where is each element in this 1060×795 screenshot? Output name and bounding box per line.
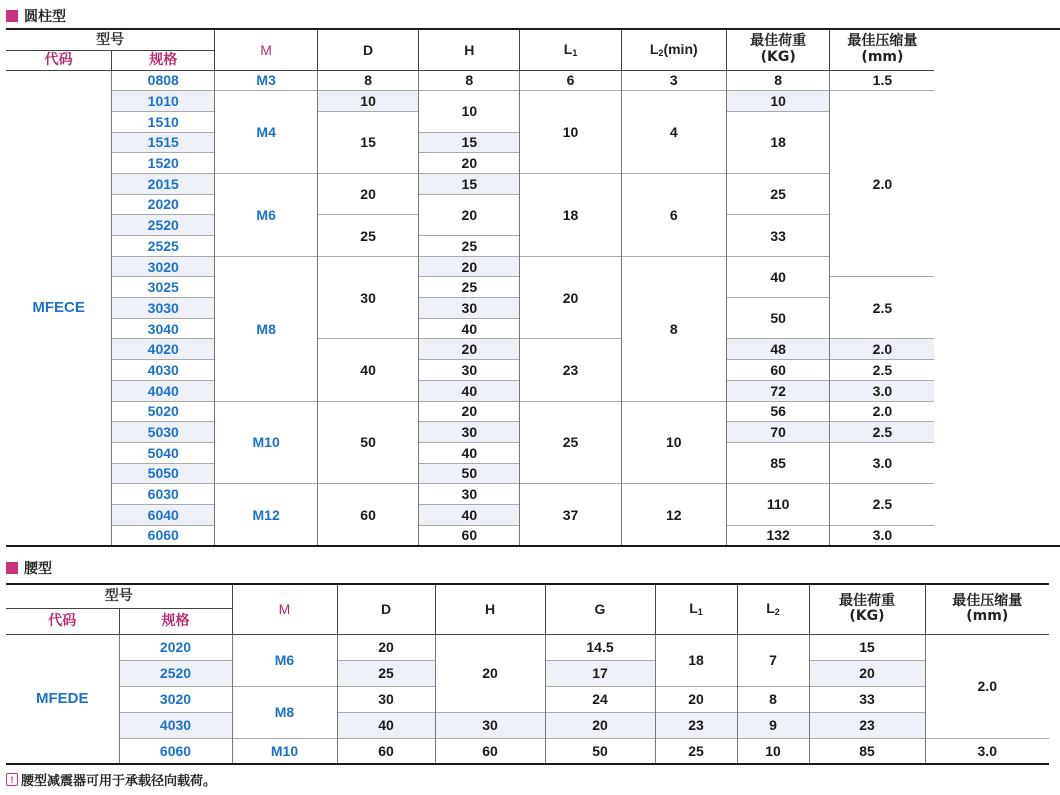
h-cell: 15 xyxy=(419,173,520,194)
m-cell: M8 xyxy=(215,256,318,401)
l1-cell: 18 xyxy=(520,173,621,256)
spec-cell: 2520 xyxy=(112,215,215,236)
load-cell: 48 xyxy=(726,339,830,360)
header-h: H xyxy=(435,584,545,634)
h-cell: 20 xyxy=(419,339,520,360)
spec-cell: 5020 xyxy=(112,401,215,422)
load-cell: 60 xyxy=(726,360,830,381)
comp-cell: 2.5 xyxy=(830,422,934,443)
l2-cell: 4 xyxy=(621,91,726,174)
header-best-compression: 最佳压缩量 (mm) xyxy=(925,584,1049,634)
table-row xyxy=(6,738,1049,764)
l2-cell: 10 xyxy=(621,401,726,484)
comp-cell: 2.0 xyxy=(830,401,934,422)
header-code: 代码 xyxy=(6,608,119,634)
g-cell: 14.5 xyxy=(545,634,655,660)
h-cell: 20 xyxy=(419,256,520,277)
spec-cell: 1510 xyxy=(112,111,215,132)
load-cell: 33 xyxy=(809,686,925,712)
h-cell: 30 xyxy=(419,422,520,443)
load-cell: 50 xyxy=(726,298,830,339)
h-cell: 20 xyxy=(419,153,520,174)
load-cell: 8 xyxy=(726,70,830,91)
spec-cell: 6040 xyxy=(112,504,215,525)
spec-cell: 2020 xyxy=(112,194,215,215)
comp-cell: 1.5 xyxy=(830,70,934,91)
spec-cell: 2015 xyxy=(112,173,215,194)
l2-cell: 6 xyxy=(621,173,726,256)
spec-cell: 6060 xyxy=(119,738,232,764)
comp-cell: 2.0 xyxy=(925,634,1049,738)
header-d: D xyxy=(337,584,435,634)
load-cell: 72 xyxy=(726,380,830,401)
comp-cell: 3.0 xyxy=(830,525,934,546)
header-l1: $L_1$ xyxy=(655,584,737,634)
load-cell: 10 xyxy=(726,91,830,112)
l1-cell: 20 xyxy=(655,686,737,712)
spec-cell: 4030 xyxy=(112,360,215,381)
load-cell: 70 xyxy=(726,422,830,443)
h-cell: 20 xyxy=(419,194,520,235)
header-model: 型号 xyxy=(6,584,232,608)
load-cell: 15 xyxy=(809,634,925,660)
l2-cell: 8 xyxy=(621,256,726,401)
m-cell: M8 xyxy=(232,686,337,738)
l2-cell: 8 xyxy=(737,686,809,712)
load-cell: 33 xyxy=(726,215,830,256)
load-cell: 40 xyxy=(726,256,830,297)
spec-cell: 5030 xyxy=(112,422,215,443)
g-cell: 20 xyxy=(545,712,655,738)
load-cell: 132 xyxy=(726,525,830,546)
l2-cell: 9 xyxy=(737,712,809,738)
table-row xyxy=(6,712,1049,738)
header-model: 型号 xyxy=(6,29,215,50)
spec-cell: 2525 xyxy=(112,236,215,257)
table-row xyxy=(6,634,1049,660)
d-cell: 15 xyxy=(317,111,418,173)
table-row xyxy=(6,484,1060,505)
h-cell: 30 xyxy=(435,712,545,738)
l1-cell: 23 xyxy=(520,339,621,401)
load-cell: 23 xyxy=(809,712,925,738)
h-cell: 40 xyxy=(419,380,520,401)
d-cell: 40 xyxy=(317,339,418,401)
d-cell: 20 xyxy=(337,634,435,660)
header-best-compression: 最佳压缩量 (mm) xyxy=(830,29,934,70)
comp-cell: 2.0 xyxy=(830,339,934,360)
l1-cell: 10 xyxy=(520,91,621,174)
h-cell: 60 xyxy=(435,738,545,764)
h-cell: 25 xyxy=(419,236,520,257)
spec-cell: 1520 xyxy=(112,153,215,174)
model-code-cell: MFECE xyxy=(32,299,85,317)
d-cell: 60 xyxy=(337,738,435,764)
spec-cell: 2020 xyxy=(119,634,232,660)
d-cell: 25 xyxy=(337,660,435,686)
header-m: M xyxy=(215,29,318,70)
h-cell: 25 xyxy=(419,277,520,298)
spec-cell: 3020 xyxy=(112,256,215,277)
d-cell: 20 xyxy=(317,173,418,214)
spec-cell: 6030 xyxy=(112,484,215,505)
header-g: G xyxy=(545,584,655,634)
comp-cell: 2.5 xyxy=(830,484,934,525)
l2-cell: 10 xyxy=(737,738,809,764)
header-best-load: 最佳荷重 (KG) xyxy=(726,29,830,70)
table-row xyxy=(6,401,1060,422)
header-spec: 规格 xyxy=(112,50,215,70)
h-cell: 40 xyxy=(419,442,520,463)
l1-cell: 25 xyxy=(655,738,737,764)
footnote: ! 腰型减震器可用于承载径向载荷。 xyxy=(6,770,216,789)
spec-cell: 1515 xyxy=(112,132,215,153)
d-cell: 10 xyxy=(317,91,418,112)
spec-cell: 3020 xyxy=(119,686,232,712)
load-cell: 18 xyxy=(726,111,830,173)
d-cell: 30 xyxy=(317,256,418,339)
h-cell: 50 xyxy=(419,463,520,484)
spec-cell: 5050 xyxy=(112,463,215,484)
comp-cell: 3.0 xyxy=(925,738,1049,764)
h-cell: 60 xyxy=(419,525,520,546)
spec-cell: 5040 xyxy=(112,442,215,463)
table-row xyxy=(6,91,1060,112)
pink-square-icon xyxy=(6,562,18,574)
spec-cell: 3030 xyxy=(112,298,215,319)
header-best-load: 最佳荷重 (KG) xyxy=(809,584,925,634)
header-d: D xyxy=(317,29,418,70)
l2-cell: 12 xyxy=(621,484,726,546)
load-cell: 85 xyxy=(726,442,830,483)
h-cell: 10 xyxy=(419,91,520,132)
g-cell: 50 xyxy=(545,738,655,764)
model-code-cell: MFEDE xyxy=(36,690,89,708)
l1-cell: 23 xyxy=(655,712,737,738)
m-cell: M10 xyxy=(232,738,337,764)
header-l2: $L_2$ xyxy=(737,584,809,634)
spec-cell: 0808 xyxy=(112,70,215,91)
table-row xyxy=(6,70,1060,91)
info-icon: ! xyxy=(6,773,18,786)
h-cell: 30 xyxy=(419,484,520,505)
load-cell: 110 xyxy=(726,484,830,525)
section-title-waist: 腰型 xyxy=(6,558,52,578)
m-cell: M6 xyxy=(215,173,318,256)
spec-cell: 4040 xyxy=(112,380,215,401)
l1-cell: 18 xyxy=(655,634,737,686)
d-cell: 30 xyxy=(337,686,435,712)
h-cell: 15 xyxy=(419,132,520,153)
comp-cell: 3.0 xyxy=(830,380,934,401)
spec-cell: 4030 xyxy=(119,712,232,738)
h-cell: 30 xyxy=(419,298,520,319)
header-l2: $L_2(\min)$ xyxy=(621,29,726,70)
h-cell: 30 xyxy=(419,360,520,381)
d-cell: 60 xyxy=(317,484,418,546)
g-cell: 24 xyxy=(545,686,655,712)
comp-cell: 3.0 xyxy=(830,442,934,483)
l1-cell: 25 xyxy=(520,401,621,484)
l2-cell: 7 xyxy=(737,634,809,686)
h-cell: 8 xyxy=(419,70,520,91)
h-cell: 20 xyxy=(435,634,545,712)
h-cell: 20 xyxy=(419,401,520,422)
spec-cell: 3025 xyxy=(112,277,215,298)
waist-spec-table xyxy=(6,583,1049,765)
load-cell: 56 xyxy=(726,401,830,422)
spec-cell: 3040 xyxy=(112,318,215,339)
d-cell: 40 xyxy=(337,712,435,738)
comp-cell: 2.5 xyxy=(830,277,934,339)
h-cell: 40 xyxy=(419,318,520,339)
l1-cell: 37 xyxy=(520,484,621,546)
header-m: M xyxy=(232,584,337,634)
d-cell: 25 xyxy=(317,215,418,256)
d-cell: 50 xyxy=(317,401,418,484)
load-cell: 25 xyxy=(726,173,830,214)
comp-cell: 2.5 xyxy=(830,360,934,381)
l1-cell: 6 xyxy=(520,70,621,91)
spec-cell: 2520 xyxy=(119,660,232,686)
spec-cell: 1010 xyxy=(112,91,215,112)
table-row xyxy=(6,339,1060,360)
m-cell: M4 xyxy=(215,91,318,174)
m-cell: M12 xyxy=(215,484,318,546)
header-l1: $L_1$ xyxy=(520,29,621,70)
load-cell: 20 xyxy=(809,660,925,686)
header-h: H xyxy=(419,29,520,70)
spec-cell: 6060 xyxy=(112,525,215,546)
section-title-cylinder: 圆柱型 xyxy=(6,6,66,26)
l1-cell: 20 xyxy=(520,256,621,339)
h-cell: 40 xyxy=(419,504,520,525)
comp-cell: 2.0 xyxy=(830,91,934,277)
header-spec: 规格 xyxy=(119,608,232,634)
m-cell: M3 xyxy=(215,70,318,91)
spec-cell: 4020 xyxy=(112,339,215,360)
l2-cell: 3 xyxy=(621,70,726,91)
m-cell: M6 xyxy=(232,634,337,686)
cylinder-spec-table xyxy=(6,28,1060,547)
header-code: 代码 xyxy=(6,50,112,70)
load-cell: 85 xyxy=(809,738,925,764)
d-cell: 8 xyxy=(317,70,418,91)
m-cell: M10 xyxy=(215,401,318,484)
g-cell: 17 xyxy=(545,660,655,686)
pink-square-icon xyxy=(6,10,18,22)
